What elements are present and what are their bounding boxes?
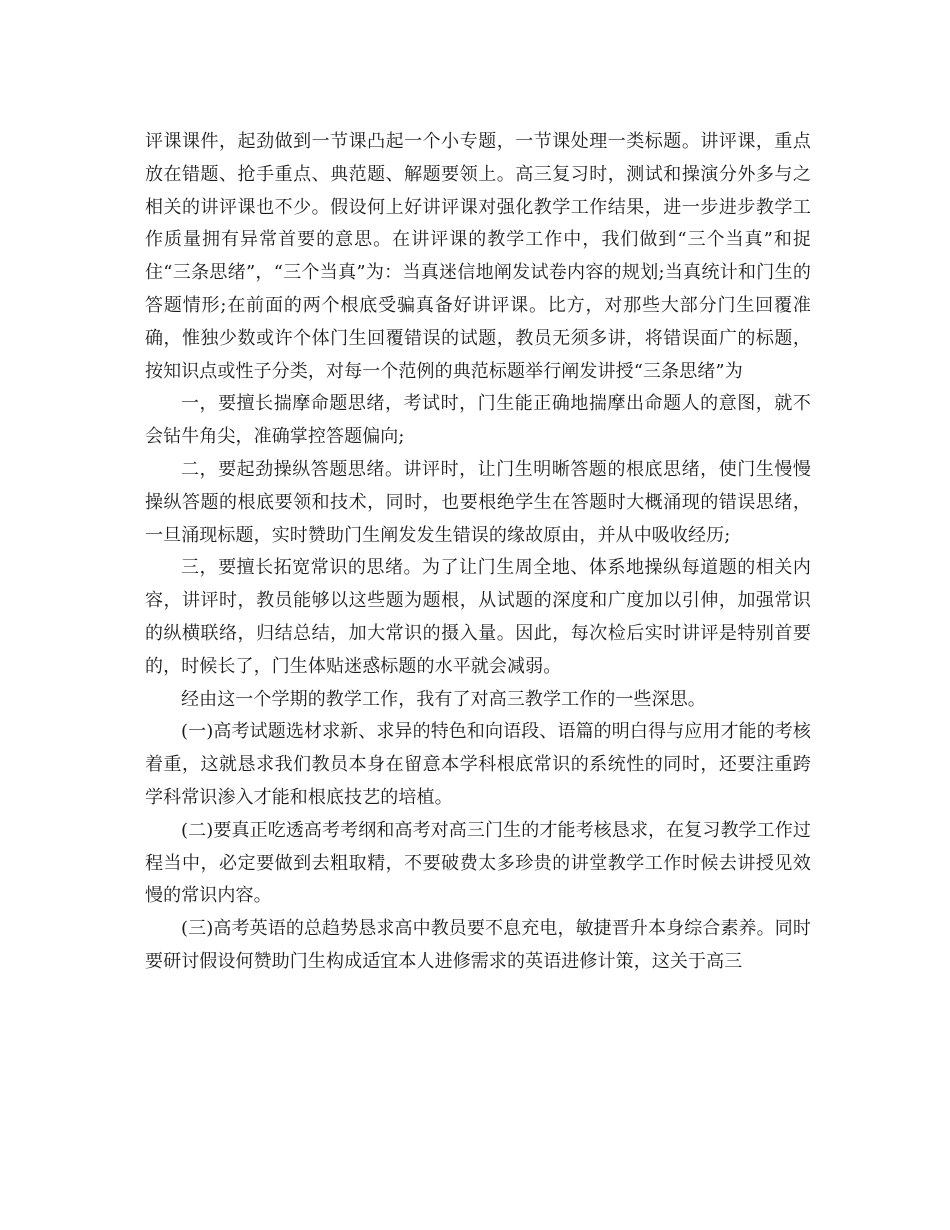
document-body — [145, 126, 811, 979]
paragraph-7: (二)要真正吃透高考考纲和高考对高三门生的才能考核恳求，在复习教学工作过程当中，必定要做到去粗取精，不要破费太多珍贵的讲堂教学工作时候去讲授见效慢的常识内容。 — [145, 819, 811, 907]
paragraph-8: (三)高考英语的总趋势恳求高中教员要不息充电，敏捷晋升本身综合素养。同时要研讨假设何赞助门生构成适宜本人进修需求的英语进修计策，这关于高三 — [145, 918, 811, 972]
paragraph-3: 二，要起劲操纵答题思绪。讲评时，让门生明晰答题的根底思绪，使门生慢慢操纵答题的根底要领和技术，同时，也要根绝学生在答题时大概涌现的错误思绪，一旦涌现标题，实时赞助门生阐发发生错误的缘故原由，并从中吸收经历; — [145, 458, 811, 546]
paragraph-6: (一)高考试题选材求新、求异的特色和向语段、语篇的明白得与应用才能的考核着重，这就恳求我们教员本身在留意本学科根底常识的系统性的同时，还要注重跨学科常识渗入才能和根底技艺的培植。 — [145, 721, 811, 808]
paragraph-1: 评课课件，起劲做到一节课凸起一个小专题，一节课处理一类标题。讲评课，重点放在错题、抢手重点、典范题、解题要领上。高三复习时，测试和操演分外多与之相关的讲评课也不少。假设何上好讲评课对强化教学工作结果，进一步进步教学工作质量拥有异常首要的意思。在讲评课的教学工作中，我们做到“三个当真”和捉住“三条思绪”，“三个当真”为：当真迷信地阐发试卷内容的规划;当真统计和门生的答题情形;在前面的两个根底受骗真备好讲评课。比方，对那些大部分门生回覆准确，惟独少数或许个体门生回覆错误的试题，教员无须多讲，将错误面广的标题，按知识点或性子分类，对每一个范例的典范标题举行阐发讲授“三条思绪”为 — [145, 131, 811, 382]
paragraph-4: 三，要擅长拓宽常识的思绪。为了让门生周全地、体系地操纵每道题的相关内容，讲评时，教员能够以这些题为题根，从试题的深度和广度加以引伸，加强常识的纵横联络，归结总结，加大常识的摄入量。因此，每次检后实时讲评是特别首要的，时候长了，门生体贴迷惑标题的水平就会减弱。 — [145, 557, 811, 677]
paragraph-2: 一，要擅长揣摩命题思绪，考试时，门生能正确地揣摩出命题人的意图，就不会钻牛角尖，准确掌控答题偏向; — [145, 393, 811, 448]
paragraph-5: 经由这一个学期的教学工作，我有了对高三教学工作的一些深思。 — [181, 688, 706, 710]
